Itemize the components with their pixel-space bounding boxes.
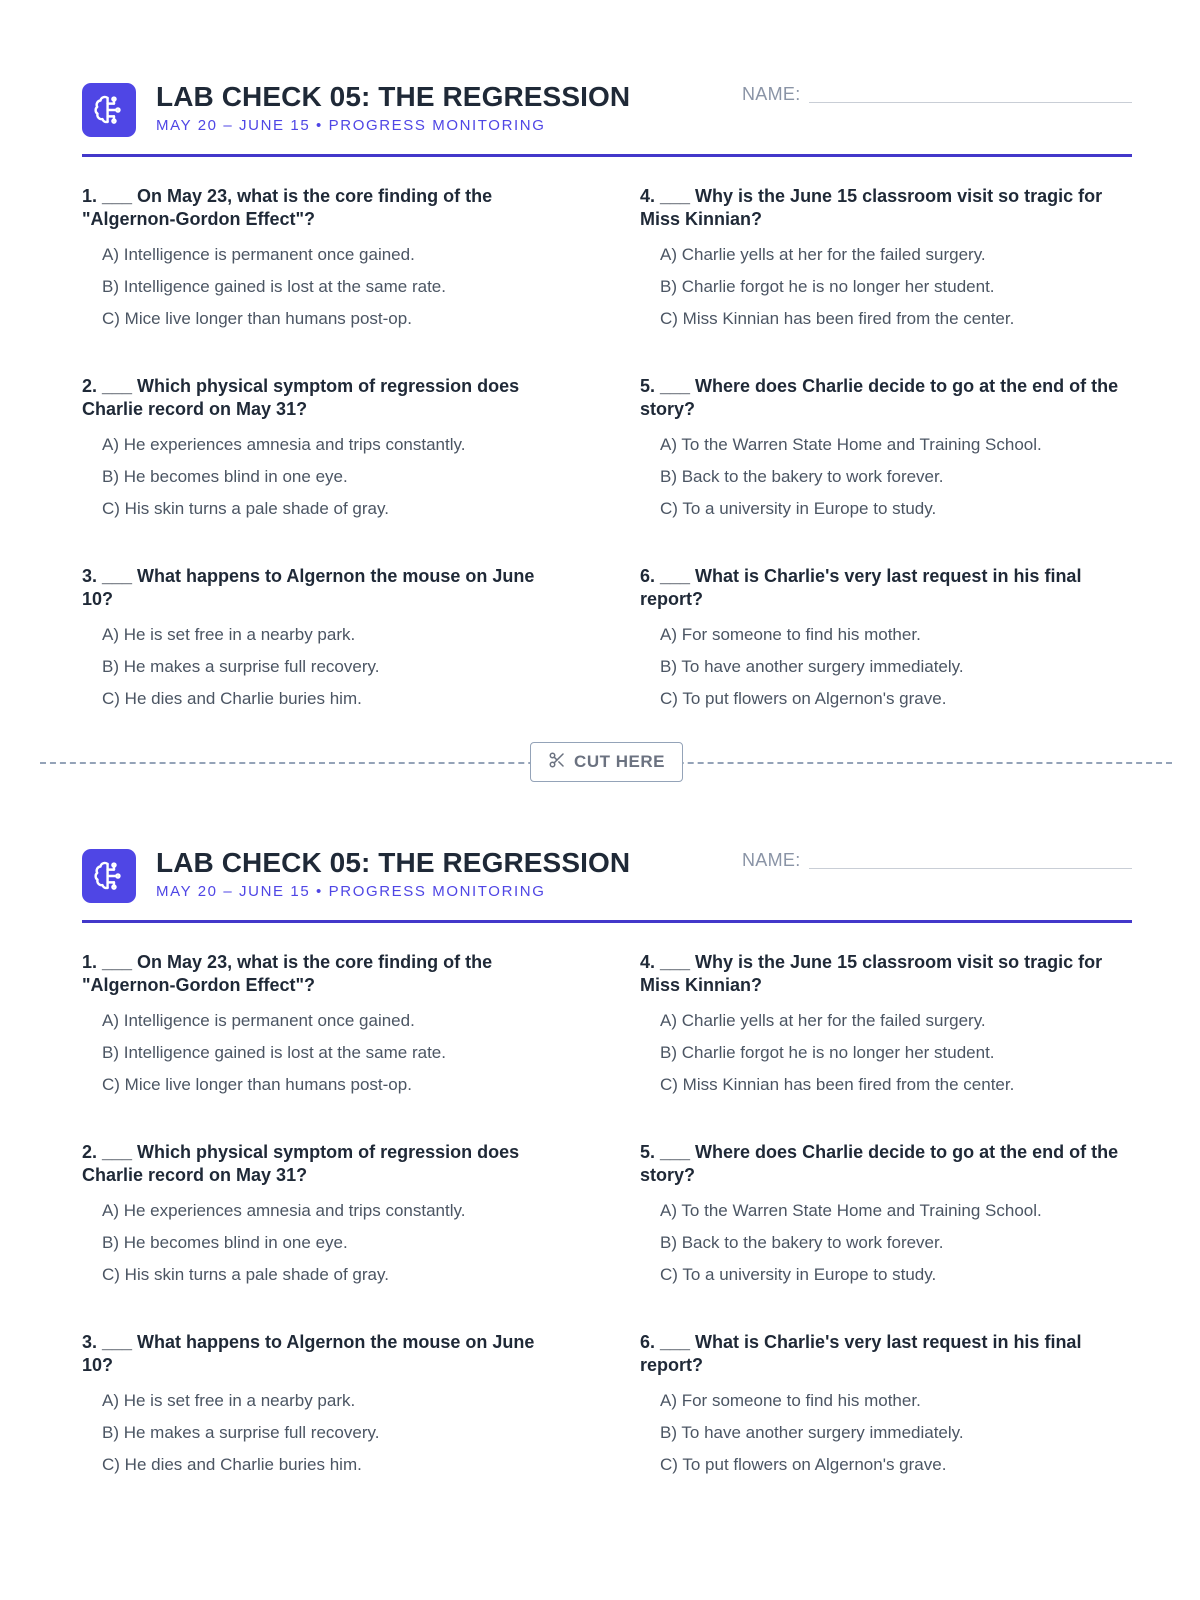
answer-option-c: C) To a university in Europe to study.: [660, 499, 937, 518]
answer-option-a: A) He is set free in a nearby park.: [102, 625, 356, 644]
name-field-line[interactable]: [809, 102, 1132, 103]
question-grid: [82, 951, 1132, 1511]
answer-option-a: A) For someone to find his mother.: [660, 625, 921, 644]
name-field-line[interactable]: [809, 868, 1132, 869]
question-text: 5. ___ Where does Charlie decide to go at the end of the story?: [640, 1142, 1119, 1185]
answer-option-a: A) Intelligence is permanent once gained.: [102, 245, 415, 264]
question-text: 1. ___ On May 23, what is the core finding of the "Algernon-Gordon Effect"?: [82, 186, 493, 229]
answer-option-c: C) Mice live longer than humans post-op.: [102, 1075, 412, 1094]
question-text: 6. ___ What is Charlie's very last request in his final report?: [640, 566, 1082, 609]
page-title: LAB CHECK 05: THE REGRESSION: [156, 847, 631, 878]
answer-option-b: B) He makes a surprise full recovery.: [102, 1423, 380, 1442]
answer-option-b: B) Charlie forgot he is no longer her student.: [660, 1043, 995, 1062]
question-1: [82, 951, 562, 1107]
cut-line-divider: [40, 742, 1172, 784]
answer-option-a: A) Charlie yells at her for the failed surgery.: [660, 1011, 986, 1030]
page-title: LAB CHECK 05: THE REGRESSION: [156, 81, 631, 112]
answer-option-b: B) He becomes blind in one eye.: [102, 467, 348, 486]
answer-option-a: A) He is set free in a nearby park.: [102, 1391, 356, 1410]
worksheet-header: [82, 846, 1132, 923]
question-4: [640, 185, 1120, 341]
answer-option-c: C) To a university in Europe to study.: [660, 1265, 937, 1284]
question-text: 5. ___ Where does Charlie decide to go at the end of the story?: [640, 376, 1119, 419]
answer-option-a: A) He experiences amnesia and trips constantly.: [102, 435, 466, 454]
question-text: 3. ___ What happens to Algernon the mouse on June 10?: [82, 566, 535, 609]
answer-option-a: A) For someone to find his mother.: [660, 1391, 921, 1410]
question-5: [640, 375, 1120, 531]
answer-option-b: B) He makes a surprise full recovery.: [102, 657, 380, 676]
page-subtitle: MAY 20 – JUNE 15 • PROGRESS MONITORING: [156, 117, 546, 134]
question-grid: [82, 185, 1132, 745]
answer-option-a: A) Intelligence is permanent once gained.: [102, 1011, 415, 1030]
answer-option-a: A) He experiences amnesia and trips constantly.: [102, 1201, 466, 1220]
answer-option-a: A) Charlie yells at her for the failed surgery.: [660, 245, 986, 264]
question-3: [82, 565, 562, 721]
question-1: [82, 185, 562, 341]
answer-option-b: B) He becomes blind in one eye.: [102, 1233, 348, 1252]
answer-option-b: B) Charlie forgot he is no longer her student.: [660, 277, 995, 296]
answer-option-b: B) Intelligence gained is lost at the same rate.: [102, 1043, 446, 1062]
brain-icon: [82, 849, 136, 903]
answer-option-c: C) His skin turns a pale shade of gray.: [102, 1265, 389, 1284]
answer-option-c: C) His skin turns a pale shade of gray.: [102, 499, 389, 518]
answer-option-c: C) He dies and Charlie buries him.: [102, 689, 362, 708]
question-2: [82, 1141, 562, 1297]
answer-option-b: B) Intelligence gained is lost at the same rate.: [102, 277, 446, 296]
question-6: [640, 565, 1120, 721]
question-text: 3. ___ What happens to Algernon the mouse on June 10?: [82, 1332, 535, 1375]
name-label: NAME:: [742, 84, 801, 104]
name-label: NAME:: [742, 850, 801, 870]
question-text: 2. ___ Which physical symptom of regression does Charlie record on May 31?: [82, 376, 520, 419]
answer-option-c: C) Mice live longer than humans post-op.: [102, 309, 412, 328]
question-4: [640, 951, 1120, 1107]
answer-option-c: C) To put flowers on Algernon's grave.: [660, 1455, 947, 1474]
answer-option-c: C) Miss Kinnian has been fired from the center.: [660, 1075, 1015, 1094]
question-2: [82, 375, 562, 531]
worksheet-top: [82, 80, 1132, 745]
scissors-icon: [548, 751, 566, 774]
question-text: 2. ___ Which physical symptom of regression does Charlie record on May 31?: [82, 1142, 520, 1185]
cut-here-label: [530, 742, 683, 782]
answer-option-a: A) To the Warren State Home and Training School.: [660, 1201, 1042, 1220]
page-subtitle: MAY 20 – JUNE 15 • PROGRESS MONITORING: [156, 883, 546, 900]
question-text: 1. ___ On May 23, what is the core finding of the "Algernon-Gordon Effect"?: [82, 952, 493, 995]
question-text: 4. ___ Why is the June 15 classroom visit so tragic for Miss Kinnian?: [640, 952, 1103, 995]
brain-icon: [82, 83, 136, 137]
cut-here-text: CUT HERE: [574, 752, 665, 771]
question-text: 4. ___ Why is the June 15 classroom visit so tragic for Miss Kinnian?: [640, 186, 1103, 229]
question-5: [640, 1141, 1120, 1297]
answer-option-b: B) Back to the bakery to work forever.: [660, 1233, 944, 1252]
worksheet-header: [82, 80, 1132, 157]
answer-option-b: B) To have another surgery immediately.: [660, 657, 964, 676]
question-3: [82, 1331, 562, 1487]
worksheet-bottom: [82, 846, 1132, 1511]
question-6: [640, 1331, 1120, 1487]
answer-option-c: C) He dies and Charlie buries him.: [102, 1455, 362, 1474]
question-text: 6. ___ What is Charlie's very last request in his final report?: [640, 1332, 1082, 1375]
answer-option-b: B) To have another surgery immediately.: [660, 1423, 964, 1442]
answer-option-c: C) To put flowers on Algernon's grave.: [660, 689, 947, 708]
answer-option-c: C) Miss Kinnian has been fired from the center.: [660, 309, 1015, 328]
answer-option-a: A) To the Warren State Home and Training School.: [660, 435, 1042, 454]
answer-option-b: B) Back to the bakery to work forever.: [660, 467, 944, 486]
